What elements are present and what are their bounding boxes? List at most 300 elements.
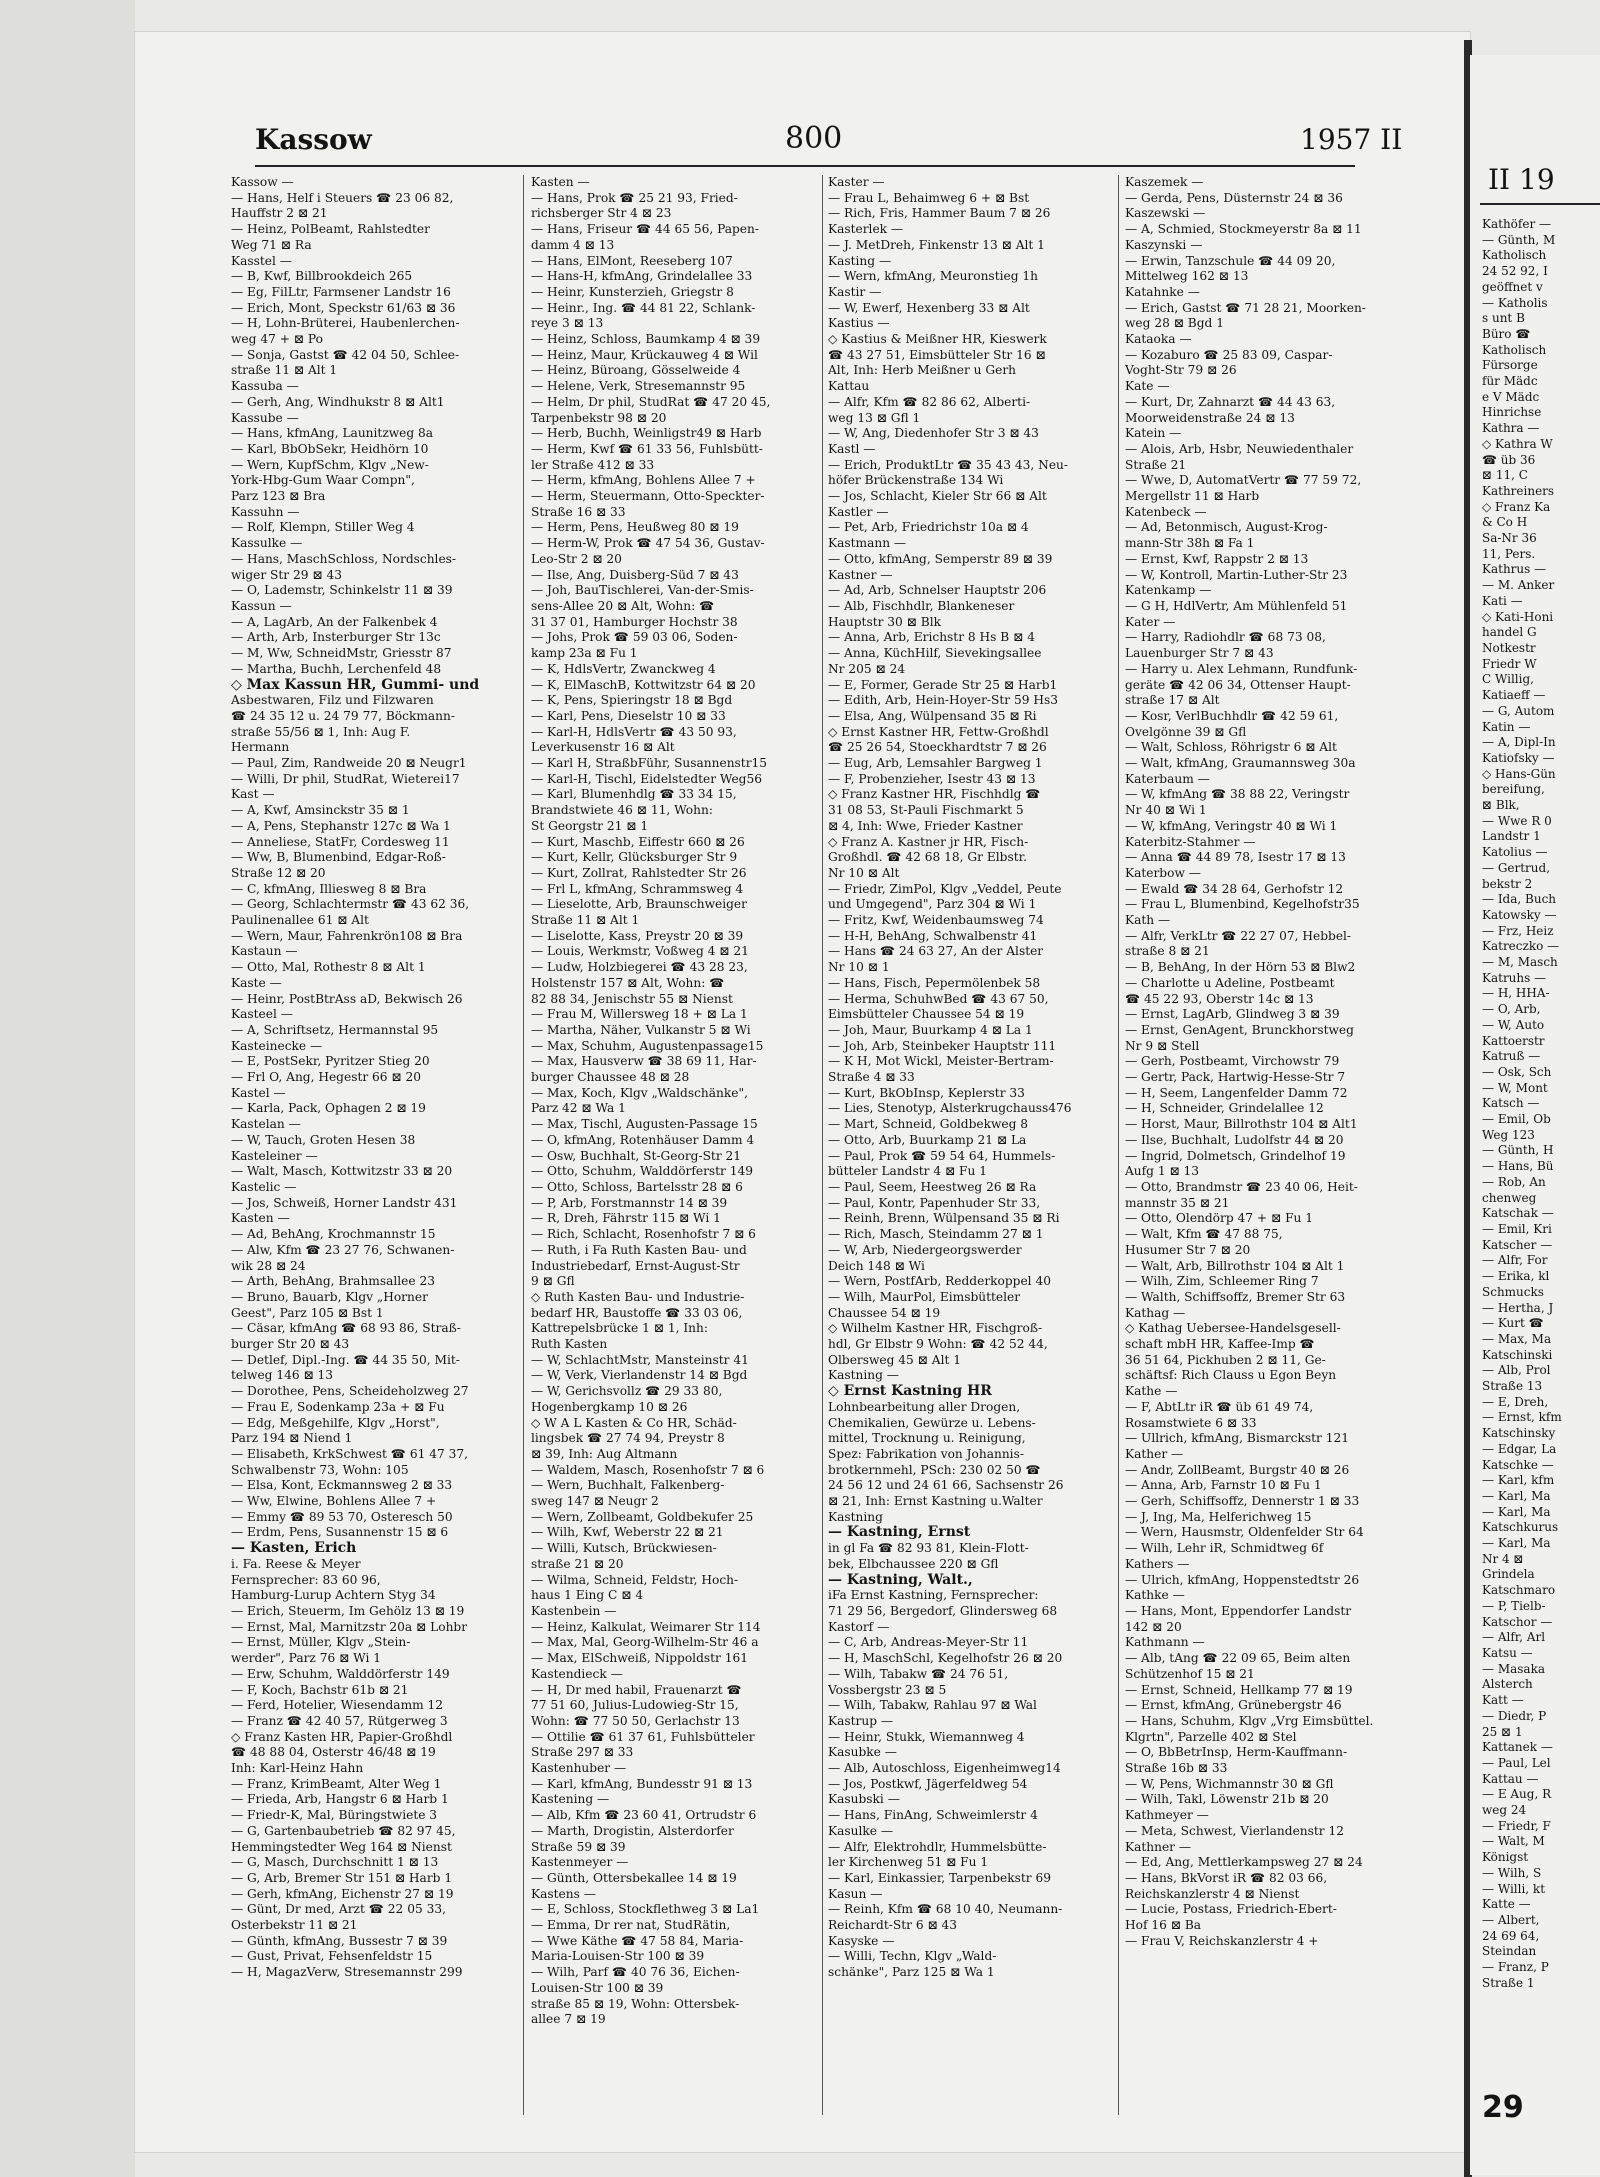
directory-entry-line: Kaszewski — [1125, 206, 1206, 221]
directory-entry-line: — W, Arb, Niedergeorgswerder [828, 1242, 1022, 1257]
directory-entry-line: — Ww, Elwine, Bohlens Allee 7 + [231, 1494, 437, 1509]
directory-entry-line: — Gerh, kfmAng, Eichenstr 27 ⊠ 19 [231, 1886, 454, 1901]
directory-entry-line: — Max, Schuhm, Augustenpassage15 [531, 1038, 764, 1053]
directory-entry-line: Katruß — [1482, 1049, 1541, 1064]
directory-entry-line: — Alb, Kfm ☎ 23 60 41, Ortrudstr 6 [531, 1808, 757, 1823]
directory-entry-line: Asbestwaren, Filz und Filzwaren [231, 693, 434, 708]
directory-entry-line: Kattau [828, 379, 870, 394]
directory-entry-line: — Paul, Lel [1482, 1755, 1551, 1770]
directory-entry-line: haus 1 Eing C ⊠ 4 [531, 1588, 644, 1603]
directory-entry-line: Kasterlek — [828, 222, 904, 237]
directory-entry-line: Reichskanzlerstr 4 ⊠ Nienst [1125, 1886, 1300, 1901]
directory-entry-line: — Karl, kfm [1482, 1473, 1555, 1488]
directory-entry-line: — Karl, Einkassier, Tarpenbekstr 69 [828, 1870, 1051, 1885]
directory-entry-line: — Edg, Meßgehilfe, Klgv „Horst", [231, 1415, 440, 1430]
directory-entry-line: — Joh, BauTischlerei, Van-der-Smis- [531, 583, 754, 598]
directory-entry-line: — Horst, Maur, Billrothstr 104 ⊠ Alt1 [1125, 1117, 1358, 1132]
directory-entry-line: — Max, ElSchweiß, Nippoldstr 161 [531, 1651, 748, 1666]
directory-entry-line: straße 17 ⊠ Alt [1125, 693, 1220, 708]
directory-entry-line: ⊠ Blk, [1482, 798, 1520, 813]
directory-entry-line: — Walt, kfmAng, Graumannsweg 30a [1125, 756, 1356, 771]
directory-entry-line: ◇ Ruth Kasten Bau- und Industrie- [531, 1289, 745, 1304]
directory-entry-line: Klgrtn", Parzelle 402 ⊠ Stel [1125, 1729, 1297, 1744]
directory-entry-line: Maria-Louisen-Str 100 ⊠ 39 [531, 1949, 705, 1964]
directory-entry-line: — Alb, Autoschloss, Eigenheimweg14 [828, 1761, 1061, 1776]
directory-entry-line: — Hans, Schuhm, Klgv „Vrg Eimsbüttel. [1125, 1713, 1374, 1728]
directory-entry-line: Kasubke — [828, 1745, 897, 1760]
directory-entry-line: — Detlef, Dipl.-Ing. ☎ 44 35 50, Mit- [231, 1352, 460, 1367]
directory-entry-line: schänke", Parz 125 ⊠ Wa 1 [828, 1965, 995, 1980]
directory-entry-line: Katerbitz-Stahmer — [1125, 834, 1256, 849]
directory-entry-line: Kastius — [828, 316, 890, 331]
directory-entry-line: — Kurt, Maschb, Eiffestr 660 ⊠ 26 [531, 834, 745, 849]
directory-entry-line: — Hans, Helf i Steuers ☎ 23 06 82, [231, 190, 454, 205]
directory-entry-line: reye 3 ⊠ 13 [531, 316, 604, 331]
directory-entry-line: — Charlotte u Adeline, Postbeamt [1125, 975, 1335, 990]
directory-entry-line: in gl Fa ☎ 82 93 81, Klein-Flott- [828, 1541, 1029, 1556]
directory-entry-line: — Rob, An [1482, 1174, 1546, 1189]
directory-entry-line: — Kurt, BkObInsp, Keplerstr 33 [828, 1085, 1025, 1100]
directory-entry-line: Kassow — [231, 175, 294, 189]
directory-entry-line: — Walt, M [1482, 1834, 1545, 1849]
directory-entry-line: Kate — [1125, 379, 1170, 394]
directory-entry-line: 24 69 64, [1482, 1928, 1540, 1943]
directory-entry-line: Weg 71 ⊠ Ra [231, 237, 312, 252]
directory-entry-line: — O, Arb, [1482, 1002, 1541, 1017]
directory-entry-line: — Dorothee, Pens, Scheideholzweg 27 [231, 1384, 469, 1399]
directory-entry-line: Kasten — [231, 1211, 290, 1226]
directory-entry-line: — Albert, [1482, 1912, 1540, 1927]
directory-entry-line: mittel, Trocknung u. Reinigung, [828, 1431, 1026, 1446]
directory-entry-line: — Max, Ma [1482, 1331, 1552, 1346]
directory-entry-line: Straße 16b ⊠ 33 [1125, 1761, 1228, 1776]
directory-entry-line: — Alw, Kfm ☎ 23 27 76, Schwanen- [231, 1242, 455, 1257]
adjacent-page-header: II 19 [1488, 163, 1555, 196]
directory-entry-line: Vossbergstr 23 ⊠ 5 [828, 1682, 947, 1697]
directory-entry-line: Hauffstr 2 ⊠ 21 [231, 206, 328, 221]
directory-entry-line: Parz 194 ⊠ Niend 1 [231, 1431, 353, 1446]
directory-entry-line: ◇ Franz Kasten HR, Papier-Großhdl [231, 1729, 453, 1744]
directory-entry-line: Katenbeck — [1125, 504, 1207, 519]
directory-entry-line: — J. MetDreh, Finkenstr 13 ⊠ Alt 1 [828, 237, 1045, 252]
directory-entry-line: Kather — [1125, 1446, 1184, 1461]
directory-entry-line: — Erw, Schuhm, Walddörferstr 149 [231, 1666, 450, 1681]
directory-entry-line: — Erdm, Pens, Susannenstr 15 ⊠ 6 [231, 1525, 449, 1540]
directory-entry-line: — B, BehAng, In der Hörn 53 ⊠ Blw2 [1125, 960, 1356, 975]
directory-entry-line: — Anna ☎ 44 89 78, Isestr 17 ⊠ 13 [1125, 850, 1346, 865]
directory-entry-line: Kathers — [1125, 1556, 1190, 1571]
directory-entry-line: und Umgegend", Parz 304 ⊠ Wi 1 [828, 897, 1037, 912]
directory-entry-line: kamp 23a ⊠ Fu 1 [531, 646, 638, 661]
directory-entry-line: ⊠ 39, Inh: Aug Altmann [531, 1446, 678, 1461]
directory-entry-line: — Otto, Olendörp 47 + ⊠ Fu 1 [1125, 1211, 1314, 1226]
directory-entry-line: — Joh, Arb, Steinbeker Hauptstr 111 [828, 1038, 1057, 1053]
directory-entry-line: allee 7 ⊠ 19 [531, 2012, 606, 2027]
directory-entry-line: Kastenmeyer — [531, 1855, 629, 1870]
directory-entry-line: — Johs, Prok ☎ 59 03 06, Soden- [531, 630, 738, 645]
directory-entry-line: Eimsbütteler Chaussee 54 ⊠ 19 [828, 1007, 1025, 1022]
header-surname-range: Kassow [255, 123, 372, 156]
directory-entry-line: 25 ⊠ 1 [1482, 1724, 1523, 1739]
directory-entry-line: Kastelic — [231, 1180, 297, 1194]
directory-entry-line: ◇ Kathag Uebersee-Handelsgesell- [1125, 1321, 1341, 1336]
directory-entry-line: straße 8 ⊠ 21 [1125, 944, 1210, 959]
directory-entry-line: — Pet, Arb, Friedrichstr 10a ⊠ 4 [828, 520, 1029, 535]
directory-entry-line: — Kasten, Erich [231, 1541, 357, 1557]
directory-entry-line: — Wilh, Tabakw, Rahlau 97 ⊠ Wal [828, 1698, 1037, 1713]
directory-entry-line: — Gust, Privat, Fehsenfeldstr 15 [231, 1949, 433, 1964]
directory-entry-line: — F, AbtLtr iR ☎ üb 61 49 74, [1125, 1399, 1314, 1414]
directory-entry-line: — A, Dipl-In [1482, 735, 1556, 750]
directory-entry-line: Kassube — [231, 410, 299, 425]
directory-entry-line: — Osk, Sch [1482, 1064, 1552, 1079]
directory-entry-line: Ovelgönne 39 ⊠ Gfl [1125, 724, 1247, 739]
directory-entry-line: Kath — [1125, 913, 1171, 928]
directory-entry-line: Königst [1482, 1850, 1529, 1865]
directory-entry-line: — Meta, Schwest, Vierlandenstr 12 [1125, 1823, 1344, 1838]
directory-entry-line: straße 55/56 ⊠ 1, Inh: Aug F. [231, 724, 411, 739]
directory-entry-line: Mittelweg 162 ⊠ 13 [1125, 269, 1249, 284]
directory-entry-line: Katruhs — [1482, 970, 1547, 985]
directory-entry-line: — Karl, Blumenhdlg ☎ 33 34 15, [531, 787, 737, 802]
directory-entry-line: 77 51 60, Julius-Ludowieg-Str 15, [531, 1698, 739, 1713]
directory-entry-line: ⊠ 4, Inh: Wwe, Frieder Kastner [828, 818, 1023, 833]
directory-entry-line: — Hans, MaschSchloss, Nordschles- [231, 551, 457, 566]
directory-entry-line: — Max, Tischl, Augusten-Passage 15 [531, 1117, 758, 1132]
directory-entry-line: Hemmingstedter Weg 164 ⊠ Nienst [231, 1839, 452, 1854]
directory-entry-line: 24 52 92, I [1482, 264, 1548, 279]
directory-entry-line: weg 47 + ⊠ Po [231, 332, 323, 347]
directory-entry-line: — Heinz, Maur, Krückauweg 4 ⊠ Wil [531, 347, 758, 362]
directory-entry-line: — Hans, Bü [1482, 1159, 1554, 1174]
header-year-part: 1957 II [1300, 123, 1403, 156]
directory-entry-line: — Franz, P [1482, 1960, 1549, 1975]
directory-entry-line: Chaussee 54 ⊠ 19 [828, 1305, 941, 1320]
directory-entry-line: 31 08 53, St-Pauli Fischmarkt 5 [828, 803, 1024, 818]
directory-entry-line: — Lucie, Postass, Friedrich-Ebert- [1125, 1902, 1337, 1917]
directory-entry-line: — Emma, Dr rer nat, StudRätin, [531, 1918, 731, 1933]
directory-entry-line: Brandstwiete 46 ⊠ 11, Wohn: [531, 803, 713, 818]
directory-entry-line: — Hans, BkVorst iR ☎ 82 03 66, [1125, 1870, 1328, 1885]
directory-entry-line: — Mart, Schneid, Goldbekweg 8 [828, 1117, 1029, 1132]
directory-entry-line: Straße 16 ⊠ 33 [531, 504, 626, 519]
directory-entry-line: — H, HHA- [1482, 986, 1550, 1001]
directory-entry-line: Notkestr [1482, 640, 1536, 655]
directory-entry-line: — M. Anker [1482, 578, 1555, 593]
directory-entry-line: Kasten — [531, 175, 590, 189]
directory-entry-line: s unt B [1482, 311, 1525, 326]
directory-entry-line: — Günth, M [1482, 232, 1556, 247]
directory-entry-line: — Herma, SchuhwBed ☎ 43 67 50, [828, 991, 1049, 1006]
directory-entry-line: — Ludw, Holzbiegerei ☎ 43 28 23, [531, 960, 748, 975]
directory-entry-line: — Wilh, MaurPol, Eimsbütteler [828, 1289, 1021, 1304]
directory-entry-line: bütteler Landstr 4 ⊠ Fu 1 [828, 1164, 987, 1179]
directory-entry-line: — Wilh, Tabakw ☎ 24 76 51, [828, 1666, 1009, 1681]
directory-entry-line: Katahnke — [1125, 284, 1200, 299]
directory-entry-line: Kasteel — [231, 1007, 293, 1022]
directory-entry-line: — O, kfmAng, Rotenhäuser Damm 4 [531, 1132, 755, 1147]
directory-entry-line: — Günth, kfmAng, Bussestr 7 ⊠ 39 [231, 1933, 448, 1948]
directory-entry-line: — Anneliese, StatFr, Cordesweg 11 [231, 834, 450, 849]
directory-entry-line: — Hertha, J [1482, 1300, 1554, 1315]
directory-entry-line: Fernsprecher: 83 60 96, [231, 1572, 381, 1587]
adjacent-page-number: 29 [1482, 2090, 1524, 2125]
directory-entry-line: Kastening — [531, 1792, 610, 1807]
directory-entry-line: Alsterch [1482, 1677, 1533, 1692]
directory-entry-line: — Heinr, Stukk, Wiemannweg 4 [828, 1729, 1025, 1744]
directory-entry-line: Kattoerstr [1482, 1033, 1545, 1048]
directory-entry-line: Katscher — [1482, 1237, 1553, 1252]
directory-entry-line: Kasubski — [828, 1792, 900, 1807]
directory-entry-line: Katsu — [1482, 1645, 1533, 1660]
directory-entry-line: Straße 297 ⊠ 33 [531, 1745, 634, 1760]
directory-entry-line: Kastens — [531, 1886, 596, 1901]
directory-entry-line: Katerbaum — [1125, 771, 1210, 786]
directory-entry-line: — Reinh, Kfm ☎ 68 10 40, Neumann- [828, 1902, 1063, 1917]
directory-entry-line: — Hans, Friseur ☎ 44 65 56, Papen- [531, 222, 759, 237]
directory-entry-line: — Hans, kfmAng, Launitzweg 8a [231, 426, 434, 441]
directory-entry-line: Kathmeyer — [1125, 1808, 1209, 1823]
directory-entry-line: — Gerh, Postbeamt, Virchowstr 79 [1125, 1054, 1340, 1069]
directory-entry-line: — Heinr, Kunsterzieh, Griegstr 8 [531, 284, 734, 299]
directory-entry-line: — B, Kwf, Billbrookdeich 265 [231, 269, 413, 284]
directory-entry-line: Hogenbergkamp 10 ⊠ 26 [531, 1399, 688, 1414]
directory-entry-line: — H, Seem, Langenfelder Damm 72 [1125, 1085, 1348, 1100]
directory-entry-line: Straße 11 ⊠ Alt 1 [531, 913, 640, 928]
directory-entry-line: Hermann [231, 740, 290, 755]
directory-entry-line: Fürsorge [1482, 358, 1538, 373]
directory-entry-line: Kastning — [828, 1368, 899, 1383]
directory-entry-line: Kasun — [828, 1886, 883, 1901]
directory-entry-line: Parz 42 ⊠ Wa 1 [531, 1101, 626, 1116]
directory-entry-line: Kathra — [1482, 421, 1540, 436]
directory-entry-line: Straße 21 [1125, 457, 1187, 472]
directory-entry-line: ◇ Ernst Kastner HR, Fettw-Großhdl [828, 724, 1049, 739]
directory-entry-line: Katholisch [1482, 342, 1547, 357]
directory-entry-line: — Ernst, GenAgent, Brunckhorstweg [1125, 1022, 1354, 1037]
directory-entry-line: — Rich, Masch, Steindamm 27 ⊠ 1 [828, 1227, 1044, 1242]
directory-entry-line: — Elisabeth, KrkSchwest ☎ 61 47 37, [231, 1446, 468, 1461]
directory-entry-line: — Hans, Fisch, Pepermölenbek 58 [828, 975, 1041, 990]
directory-entry-line: — Heinr., Ing. ☎ 44 81 22, Schlank- [531, 300, 756, 315]
directory-entry-line: Nr 205 ⊠ 24 [828, 661, 906, 676]
directory-entry-line: — W, Pens, Wichmannstr 30 ⊠ Gfl [1125, 1776, 1334, 1791]
directory-entry-line: — W, Kontroll, Martin-Luther-Str 23 [1125, 567, 1348, 582]
column-divider [523, 175, 524, 2115]
directory-entry-line: Kathmann — [1125, 1635, 1205, 1650]
directory-entry-line: — Karl-H, Tischl, Eidelstedter Weg56 [531, 771, 762, 786]
directory-entry-line: — Alfr, VerkLtr ☎ 22 27 07, Hebbel- [1125, 928, 1352, 943]
directory-entry-line: — E Aug, R [1482, 1787, 1552, 1802]
directory-entry-line: 142 ⊠ 20 [1125, 1619, 1182, 1634]
directory-entry-line: 71 29 56, Bergedorf, Glindersweg 68 [828, 1603, 1058, 1618]
directory-entry-line: — Ulrich, kfmAng, Hoppenstedtstr 26 [1125, 1572, 1360, 1587]
directory-entry-line: Kattau — [1482, 1771, 1539, 1786]
directory-entry-line: Kaste — [231, 975, 282, 990]
directory-entry-line: — Ernst, Müller, Klgv „Stein- [231, 1635, 411, 1650]
directory-entry-line: — K, Pens, Spieringstr 18 ⊠ Bgd [531, 693, 733, 708]
directory-entry-line: — Emil, Kri [1482, 1222, 1552, 1236]
directory-entry-line: — Herm-W, Prok ☎ 47 54 36, Gustav- [531, 536, 765, 551]
directory-entry-line: Kaszemek — [1125, 175, 1204, 189]
directory-entry-line: — Gertrud, [1482, 860, 1551, 875]
directory-entry-line: Kattanek — [1482, 1740, 1553, 1755]
directory-entry-line: Friedr W [1482, 656, 1537, 671]
directory-entry-line: — A, Pens, Stephanstr 127c ⊠ Wa 1 [231, 818, 451, 833]
directory-entry-line: Kassuba — [231, 379, 299, 394]
directory-entry-line: — C, kfmAng, Illiesweg 8 ⊠ Bra [231, 881, 427, 896]
directory-entry-line: Rosamstwiete 6 ⊠ 33 [1125, 1415, 1257, 1430]
directory-entry-line: — C, Arb, Andreas-Meyer-Str 11 [828, 1635, 1029, 1650]
page-header [120, 95, 1410, 165]
directory-entry-line: Kastorf — [828, 1619, 890, 1634]
directory-entry-line: — G, Arb, Bremer Str 151 ⊠ Harb 1 [231, 1870, 453, 1885]
directory-entry-line: telweg 146 ⊠ 13 [231, 1368, 334, 1383]
directory-entry-line: — Lieselotte, Arb, Braunschweiger [531, 897, 747, 912]
directory-entry-line: Katschak — [1482, 1206, 1554, 1221]
directory-entry-line: — Erwin, Tanzschule ☎ 44 09 20, [1125, 253, 1336, 268]
entry-column-2 [531, 175, 813, 2135]
directory-entry-line: Leo-Str 2 ⊠ 20 [531, 551, 622, 566]
directory-entry-line: Holstenstr 157 ⊠ Alt, Wohn: ☎ [531, 975, 725, 990]
directory-entry-line: — Wwe, D, AutomatVertr ☎ 77 59 72, [1125, 473, 1362, 488]
directory-entry-line: ☎ 48 88 04, Osterstr 46/48 ⊠ 19 [231, 1745, 436, 1760]
directory-entry-line: ler Kirchenweg 51 ⊠ Fu 1 [828, 1855, 989, 1870]
entry-column-4 [1125, 175, 1410, 2135]
directory-entry-line: — Günt, Dr med, Arzt ☎ 22 05 33, [231, 1902, 446, 1917]
column-divider [1118, 175, 1119, 2115]
directory-entry-line: — Max, Koch, Klgv „Waldschänke", [531, 1085, 748, 1100]
directory-entry-line: Kathag — [1125, 1305, 1186, 1320]
directory-entry-line: Hinrichse [1482, 405, 1542, 420]
directory-entry-line: ☎ 24 35 12 u. 24 79 77, Böckmann- [231, 708, 455, 723]
directory-entry-line: — Walt, Schloss, Röhrigstr 6 ⊠ Alt [1125, 740, 1337, 755]
directory-entry-line: ☎ 25 26 54, Stoeckhardtstr 7 ⊠ 26 [828, 740, 1047, 755]
directory-entry-line: — Karl, kfmAng, Bundesstr 91 ⊠ 13 [531, 1776, 753, 1791]
directory-entry-line: — Anna, Arb, Erichstr 8 Hs B ⊠ 4 [828, 630, 1035, 645]
directory-entry-line: — Erich, Mont, Speckstr 61/63 ⊠ 36 [231, 300, 456, 315]
directory-entry-line: — Wern, Zollbeamt, Goldbekufer 25 [531, 1509, 754, 1524]
directory-entry-line: — G, Gartenbaubetrieb ☎ 82 97 45, [231, 1823, 456, 1838]
directory-entry-line: bek, Elbchaussee 220 ⊠ Gfl [828, 1556, 999, 1571]
directory-entry-line: Kastenhuber — [531, 1761, 627, 1776]
directory-entry-line: — Karl-H, HdlsVertr ☎ 43 50 93, [531, 724, 737, 739]
directory-entry-line: — Otto, Mal, Rothestr 8 ⊠ Alt 1 [231, 960, 426, 975]
directory-entry-line: — W, Mont [1482, 1080, 1548, 1095]
directory-entry-line: — Emil, Ob [1482, 1112, 1551, 1127]
directory-entry-line: Olbersweg 45 ⊠ Alt 1 [828, 1352, 961, 1367]
directory-entry-line: Kastmann — [828, 536, 907, 551]
directory-entry-line: — Frau M, Willersweg 18 + ⊠ La 1 [531, 1007, 748, 1022]
directory-entry-line: Büro ☎ [1482, 326, 1531, 341]
directory-entry-line: Katowsky — [1482, 907, 1557, 922]
directory-entry-line: — W, Ewerf, Hexenberg 33 ⊠ Alt [828, 300, 1030, 315]
directory-entry-line: — Heinz, Schloss, Baumkamp 4 ⊠ 39 [531, 332, 761, 347]
directory-entry-line: 82 88 34, Jenischstr 55 ⊠ Nienst [531, 991, 733, 1006]
directory-entry-line: weg 28 ⊠ Bgd 1 [1125, 316, 1224, 331]
directory-entry-line: Katschmaro [1482, 1583, 1556, 1598]
directory-entry-line: — Frau V, Reichskanzlerstr 4 + [1125, 1933, 1319, 1948]
directory-entry-line: Reichardt-Str 6 ⊠ 43 [828, 1918, 958, 1933]
directory-entry-line: Hauptstr 30 ⊠ Blk [828, 614, 942, 629]
directory-entry-line: Tarpenbekstr 98 ⊠ 20 [531, 410, 667, 425]
directory-entry-line: Leverkusenstr 16 ⊠ Alt [531, 740, 675, 755]
directory-entry-line: — Ernst, kfmAng, Grünebergstr 46 [1125, 1698, 1342, 1713]
directory-entry-line: — Martha, Buchh, Lerchenfeld 48 [231, 661, 442, 676]
directory-entry-line: — Hans, Prok ☎ 25 21 93, Fried- [531, 190, 738, 205]
directory-entry-line: Aufg 1 ⊠ 13 [1125, 1164, 1200, 1179]
directory-entry-line: Hof 16 ⊠ Ba [1125, 1918, 1202, 1933]
directory-entry-line: Kastler — [828, 504, 889, 519]
directory-entry-line: — H, MagazVerw, Stresemannstr 299 [231, 1965, 463, 1980]
directory-entry-line: — Eug, Arb, Lemsahler Bargweg 1 [828, 756, 1043, 771]
directory-entry-line: iFa Ernst Kastning, Fernsprecher: [828, 1588, 1039, 1603]
directory-entry-line: burger Str 20 ⊠ 43 [231, 1337, 350, 1352]
directory-entry-line: für Mädc [1482, 374, 1538, 389]
directory-entry-line: — O, Lademstr, Schinkelstr 11 ⊠ 39 [231, 583, 453, 598]
directory-entry-line: — A, LagArb, An der Falkenbek 4 [231, 614, 438, 629]
directory-entry-line: York-Hbg-Gum Waar Compn", [231, 473, 415, 488]
directory-entry-line: Nr 10 ⊠ 1 [828, 960, 890, 975]
directory-entry-line: Alt, Inh: Herb Meißner u Gerh [828, 363, 1017, 378]
directory-entry-line: Kathöfer — [1482, 217, 1551, 231]
directory-entry-line: richsberger Str 4 ⊠ 23 [531, 206, 672, 221]
directory-entry-line: 36 51 64, Pickhuben 2 ⊠ 11, Ge- [1125, 1352, 1326, 1367]
directory-entry-line: — Frau E, Sodenkamp 23a + ⊠ Fu [231, 1399, 445, 1414]
directory-entry-line: — Hans-H, kfmAng, Grindelallee 33 [531, 269, 753, 284]
directory-entry-line: Nr 10 ⊠ Alt [828, 865, 900, 880]
directory-entry-line: — Liselotte, Kass, Preystr 20 ⊠ 39 [531, 928, 744, 943]
directory-entry-line: — Alfr, Arl [1482, 1630, 1546, 1645]
directory-entry-line: Hamburg-Lurup Achtern Styg 34 [231, 1588, 436, 1603]
directory-entry-line: Straße 4 ⊠ 33 [828, 1070, 915, 1085]
directory-entry-line: ◇ Max Kassun HR, Gummi- und [231, 677, 480, 693]
directory-entry-line: Husumer Str 7 ⊠ 20 [1125, 1242, 1251, 1257]
directory-entry-line: — Wern, Buchhalt, Falkenberg- [531, 1478, 725, 1493]
directory-entry-line: Kassulke — [231, 536, 303, 551]
directory-entry-line: burger Chaussee 48 ⊠ 28 [531, 1070, 690, 1085]
directory-entry-line: — W, kfmAng ☎ 38 88 22, Veringstr [1125, 787, 1350, 802]
directory-entry-line: — A, Kwf, Amsinckstr 35 ⊠ 1 [231, 803, 410, 818]
directory-entry-line: sweg 147 ⊠ Neugr 2 [531, 1494, 659, 1509]
directory-entry-line: — Ferd, Hotelier, Wiesendamm 12 [231, 1698, 444, 1713]
directory-entry-line: — Wern, KupfSchm, Klgv „New- [231, 457, 429, 472]
directory-entry-line: — H, Lohn-Brüterei, Haubenlerchen- [231, 316, 460, 331]
directory-entry-line: wik 28 ⊠ 24 [231, 1258, 306, 1273]
directory-entry-line: Chemikalien, Gewürze u. Lebens- [828, 1415, 1036, 1430]
directory-entry-line: — Günth, Ottersbekallee 14 ⊠ 19 [531, 1870, 737, 1885]
directory-entry-line: — Frz, Heiz [1482, 923, 1554, 938]
directory-entry-line: — Kurt ☎ [1482, 1316, 1544, 1331]
directory-entry-line: — Diedr, P [1482, 1708, 1547, 1723]
directory-entry-line: Katenkamp — [1125, 583, 1212, 598]
directory-entry-line: Louisen-Str 100 ⊠ 39 [531, 1980, 664, 1995]
directory-entry-line: Schwalbenstr 73, Wohn: 105 [231, 1462, 409, 1477]
directory-entry-line: Straße 12 ⊠ 20 [231, 865, 326, 880]
directory-entry-line: — Paul, Seem, Heestweg 26 ⊠ Ra [828, 1180, 1037, 1194]
directory-entry-line: — Walt, Masch, Kottwitzstr 33 ⊠ 20 [231, 1164, 453, 1179]
directory-entry-line: — Franz ☎ 42 40 57, Rütgerweg 3 [231, 1713, 448, 1728]
directory-entry-line: & Co H [1482, 515, 1528, 530]
directory-entry-line: — G, Autom [1482, 703, 1555, 718]
directory-entry-line: — Herm, Kwf ☎ 61 33 56, Fuhlsbütt- [531, 441, 763, 456]
directory-entry-line: bekstr 2 [1482, 876, 1533, 891]
directory-entry-line: — A, Schmied, Stockmeyerstr 8a ⊠ 11 [1125, 222, 1362, 237]
directory-entry-line: — Erika, kl [1482, 1269, 1550, 1284]
directory-entry-line: — E, Former, Gerade Str 25 ⊠ Harb1 [828, 677, 1058, 692]
directory-entry-line: straße 11 ⊠ Alt 1 [231, 363, 338, 378]
directory-entry-line: bedarf HR, Baustoffe ☎ 33 03 06, [531, 1305, 743, 1320]
